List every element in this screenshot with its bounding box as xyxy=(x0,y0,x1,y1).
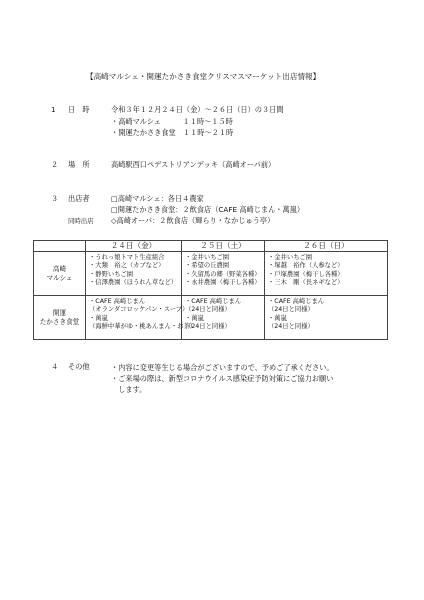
day-header: ２４日（金） xyxy=(86,241,182,252)
section-label: 場 所 xyxy=(68,160,90,169)
table-header-row xyxy=(34,241,388,252)
section-number: 1 xyxy=(51,105,56,114)
vendor-entry: （オランダコロッケパン・スープ） xyxy=(89,306,189,314)
vendor-entry: ・萬嵐 xyxy=(268,314,287,322)
venue-name-line: たかさき食堂 xyxy=(39,317,80,326)
day-header: ２６日（日） xyxy=(265,241,388,252)
day-header: ２５日（土） xyxy=(182,241,265,252)
section-label: 出店者 xyxy=(68,194,90,203)
vendor-entry: ・金井いちご園 xyxy=(185,254,230,261)
vendor-entry: ・塚越 裕作（人参など） xyxy=(268,262,344,270)
vendor-entry: ・久留馬の郷（野菜各種） xyxy=(185,270,261,278)
vendor-entry: ・永井農園（梅干し各種） xyxy=(185,278,261,286)
note-line: ・ご来場の際は、新型コロナウイルス感染症予防対策にご協力お願い xyxy=(111,374,334,384)
vendor-entry: ・希望の丘農園 xyxy=(185,262,230,270)
vendor-entry: ・静野いちご園 xyxy=(89,270,134,278)
document-title: 【高崎マルシェ・開運たかさき食堂クリスマスマーケット出店情報】 xyxy=(86,72,321,81)
datetime-main: 令和３年１２月２４日（金）～２６日（日）の３日間 xyxy=(111,105,284,114)
vendor-entry: ・CAFE 高崎じまん xyxy=(185,298,242,305)
venue-cell xyxy=(34,252,86,296)
vendor-schedule-table xyxy=(33,240,388,340)
vendor-entry: ・戸塚農園（梅干し各種） xyxy=(268,270,344,278)
section-label: 日 時 xyxy=(68,105,90,114)
venue-name-line: 開運 xyxy=(52,308,67,317)
venue-name-line: 高崎 xyxy=(52,264,67,273)
note-line: ・内容に変更等生じる場合がございますので、予めご了承ください。 xyxy=(111,363,334,372)
section-number: ４ xyxy=(51,362,59,371)
section-number: ３ xyxy=(51,194,59,203)
location-value: 高崎駅西口ペデストリアンデッキ（高崎オーパ前） xyxy=(111,160,276,169)
vendor-line: □高崎マルシェ：各日４農家 xyxy=(111,194,204,203)
simultaneous-label: 同時出店 xyxy=(68,217,94,225)
venue-name-line: マルシェ xyxy=(46,273,73,282)
datetime-line: ・高崎マルシェ １１時～１５時 xyxy=(111,117,233,126)
venue-cell xyxy=(34,296,86,340)
vendor-entry: ・萬嵐 xyxy=(185,314,204,322)
vendor-entry: （海鮮中華がゆ・桃あんまん・お茶） xyxy=(89,322,197,330)
section-label: その他 xyxy=(68,362,90,371)
datetime-line: ・開運たかさき食堂 １１時～２１時 xyxy=(111,128,234,137)
table-corner-cell xyxy=(34,241,86,252)
vendor-entry: （24日と同様） xyxy=(185,322,231,330)
notes-block xyxy=(111,362,334,395)
vendor-cell xyxy=(265,296,388,340)
vendor-cell xyxy=(265,252,388,296)
vendor-entry: ・大類 裕之（カブなど） xyxy=(89,262,165,270)
table-row xyxy=(34,296,388,340)
note-line: します。 xyxy=(111,385,147,395)
vendor-entry: ・金井いちご園 xyxy=(268,254,313,261)
vendor-entry: （24日と同様） xyxy=(268,306,314,314)
table-row xyxy=(34,252,388,296)
vendor-entry: （24日と同様） xyxy=(268,322,314,330)
vendor-cell xyxy=(182,296,265,340)
section-number: ２ xyxy=(51,160,59,169)
vendor-entry: ・CAFE 高崎じまん xyxy=(268,298,325,305)
vendor-entry: （24日と同様） xyxy=(185,306,231,314)
vendor-line: □開運たかさき食堂：２飲食店（CAFE 高崎じまん・萬嵐） xyxy=(111,205,305,214)
vendor-entry: ・信澤農園（ほうれん草など） xyxy=(89,278,178,286)
vendor-cell xyxy=(182,252,265,296)
vendor-entry: ・CAFE 高崎じまん xyxy=(89,298,146,305)
vendor-line: ◇高崎オーパ：２飲食店（輝らり・なかじゅう亭） xyxy=(111,216,275,225)
vendor-entry: ・うれっ娘トマト生産組合 xyxy=(89,254,165,261)
vendor-entry: ・萬嵐 xyxy=(89,314,108,322)
vendor-entry: ・三木 剛（長ネギなど） xyxy=(268,278,344,286)
vendor-cell xyxy=(86,252,182,296)
vendor-cell xyxy=(86,296,197,340)
